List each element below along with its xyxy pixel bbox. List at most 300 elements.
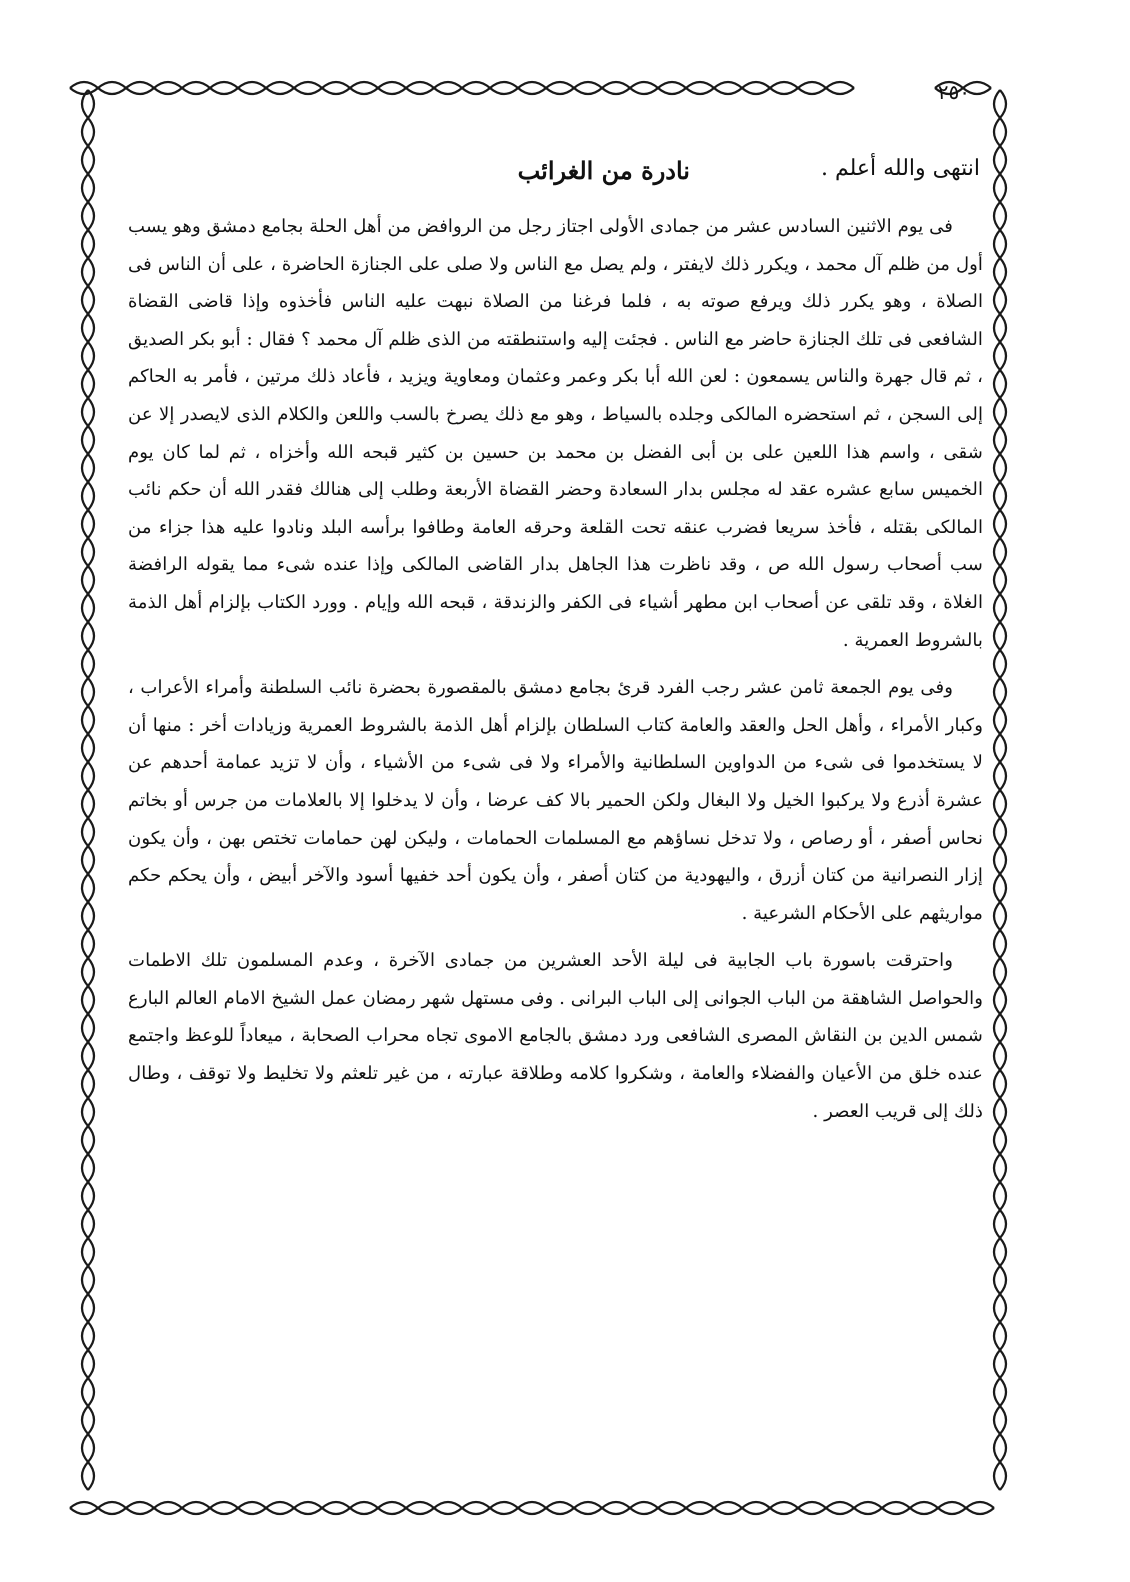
frame-link: [994, 566, 1000, 594]
frame-link: [238, 1502, 266, 1508]
frame-link: [826, 1502, 854, 1508]
frame-link: [518, 1502, 546, 1508]
frame-link: [994, 1182, 1000, 1210]
frame-link: [88, 1042, 94, 1070]
frame-link: [994, 986, 1000, 1014]
frame-link: [462, 82, 490, 88]
frame-link: [1000, 538, 1006, 566]
frame-link: [518, 1508, 546, 1514]
frame-link: [70, 1508, 98, 1514]
frame-link: [406, 1502, 434, 1508]
frame-link: [350, 82, 378, 88]
frame-link: [994, 594, 1000, 622]
frame-link: [182, 1508, 210, 1514]
frame-link: [88, 482, 94, 510]
frame-link: [1000, 650, 1006, 678]
frame-link: [378, 1502, 406, 1508]
frame-link: [82, 370, 88, 398]
frame-link: [490, 1508, 518, 1514]
frame-link: [798, 82, 826, 88]
paragraph-2: وفى يوم الجمعة ثامن عشر رجب الفرد قرئ بجامع دمشق بالمقصورة بحضرة نائب السلطنة وأمراء الأعراب ، وكبار الأمراء ، وأهل الحل والعقد والعامة كتاب السلطان بإلزام أهل الذمة بالشروط العمرية وزيادات أخر : منها أن لا يستخدموا فى شىء من الدواوين السلطانية والأمراء ولا فى شىء من الأشياء ، وأن لا تزيد عمامة أحدهم عن عشرة أذرع ولا يركبوا الخيل ولا البغال ولكن الحمير بالا كف عرضا ، وأن لا يدخلوا إلا بالعلامات من جرس أو بخاتم نحاس أصفر ، أو رصاص ، ولا تدخل نساؤهم مع المسلمات الحمامات ، وليكن لهن حمامات تختص بهن ، وأن يكون إزار النصرانية من كتان أزرق ، واليهودية من كتان أصفر ، وأن يكون أحد خفيها أسود والآخر أبيض ، وأن يحكم حكم مواريثهم على الأحكام الشرعية .: [128, 677, 983, 924]
frame-link: [1000, 230, 1006, 258]
frame-link: [602, 82, 630, 88]
frame-link: [714, 88, 742, 94]
frame-link: [686, 1502, 714, 1508]
frame-link: [378, 88, 406, 94]
frame-link: [1000, 846, 1006, 874]
frame-link: [82, 1014, 88, 1042]
frame-link: [1000, 594, 1006, 622]
frame-link: [88, 454, 94, 482]
frame-link: [686, 1508, 714, 1514]
frame-link: [434, 1508, 462, 1514]
paragraph-1: فى يوم الاثنين السادس عشر من جمادى الأولى اجتاز رجل من الروافض من أهل الحلة بجامع دمشق وهو يسب أول من ظلم آل محمد ، ويكرر ذلك لايفتر ، ولم يصل مع الناس ولا صلى على الجنازة الحاضرة ، على أن الناس فى الصلاة ، وهو يكرر ذلك ويرفع صوته به ، فلما فرغنا من الصلاة نبهت عليه الناس فأخذوه وإذا قاضى القضاة الشافعى فى تلك الجنازة حاضر مع الناس . فجئت إليه واستنطقته من الذى ظلم آل محمد ؟ فقال : أبو بكر الصديق ، ثم قال جهرة والناس يسمعون : لعن الله أبا بكر وعمر وعثمان ومعاوية ويزيد ، فأعاد ذلك مرتين ، فأمر به الحاكم إلى السجن ، ثم استحضره المالكى وجلده بالسياط ، وهو مع ذلك يصرخ بالسب واللعن والكلام الذى لايصدر إلا عن شقى ، واسم هذا اللعين على بن أبى الفضل بن محمد بن حسين بن كثير قبحه الله وأخزاه ، ثم لما كان يوم الخميس سابع عشره عقد له مجلس بدار السعادة وحضر القضاة الأربعة وطلب إلى هنالك فقدر الله أن حكم نائب المالكى بقتله ، فأخذ سريعا فضرب عنقه تحت القلعة وحرقه العامة وطافوا برأسه البلد ونادوا عليه هذا جزاء من سب أصحاب رسول الله ص ، وقد ناظرت هذا الجاهل بدار القاضى المالكى وإذا عنده شىء مما يقوله الرافضة الغلاة ، وقد تلقى عن أصحاب ابن مطهر أشياء فى الكفر والزندقة ، قبحه الله وإيام . وورد الكتاب بإلزام أهل الذمة بالشروط العمرية .: [128, 216, 983, 651]
frame-link: [1000, 986, 1006, 1014]
frame-link: [82, 482, 88, 510]
frame-link: [630, 88, 658, 94]
frame-link: [82, 1154, 88, 1182]
frame-link: [350, 1502, 378, 1508]
frame-link: [82, 538, 88, 566]
frame-link: [994, 1154, 1000, 1182]
frame-link: [994, 146, 1000, 174]
frame-link: [88, 1266, 94, 1294]
frame-link: [1000, 1070, 1006, 1098]
frame-link: [1000, 1098, 1006, 1126]
frame-link: [434, 82, 462, 88]
frame-link: [546, 1502, 574, 1508]
frame-link: [546, 88, 574, 94]
frame-link: [82, 1462, 88, 1490]
frame-link: [88, 1322, 94, 1350]
frame-link: [88, 426, 94, 454]
frame-link: [98, 82, 126, 88]
frame-link: [182, 88, 210, 94]
frame-link: [82, 566, 88, 594]
frame-link: [82, 1042, 88, 1070]
frame-link: [322, 88, 350, 94]
frame-link: [686, 88, 714, 94]
frame-link: [714, 1502, 742, 1508]
frame-link: [406, 1508, 434, 1514]
frame-link: [1000, 1014, 1006, 1042]
frame-link: [630, 82, 658, 88]
frame-link: [1000, 678, 1006, 706]
frame-link: [82, 1126, 88, 1154]
frame-link: [994, 678, 1000, 706]
frame-link: [994, 762, 1000, 790]
frame-link: [910, 1502, 938, 1508]
frame-link: [82, 1266, 88, 1294]
frame-link: [82, 1070, 88, 1098]
frame-link: [994, 706, 1000, 734]
frame-link: [1000, 398, 1006, 426]
frame-link: [1000, 202, 1006, 230]
frame-link: [602, 1502, 630, 1508]
frame-link: [994, 398, 1000, 426]
frame-link: [88, 1014, 94, 1042]
frame-link: [490, 88, 518, 94]
frame-link: [994, 1434, 1000, 1462]
frame-link: [88, 1378, 94, 1406]
frame-bottom-border: [70, 1502, 994, 1514]
frame-link: [770, 1508, 798, 1514]
frame-link: [350, 1508, 378, 1514]
frame-link: [88, 1070, 94, 1098]
frame-link: [88, 594, 94, 622]
frame-link: [1000, 426, 1006, 454]
frame-link: [742, 1502, 770, 1508]
frame-link: [88, 818, 94, 846]
frame-link: [994, 174, 1000, 202]
frame-link: [938, 1502, 966, 1508]
closing-phrase: انتهى والله أعلم .: [820, 156, 980, 181]
frame-link: [798, 1508, 826, 1514]
frame-right-border: [994, 90, 1006, 1490]
frame-link: [210, 1502, 238, 1508]
frame-link: [994, 1350, 1000, 1378]
frame-link: [1000, 930, 1006, 958]
frame-link: [294, 88, 322, 94]
frame-link: [88, 958, 94, 986]
frame-link: [994, 482, 1000, 510]
frame-link: [518, 82, 546, 88]
frame-link: [994, 1098, 1000, 1126]
frame-link: [602, 88, 630, 94]
frame-link: [714, 1508, 742, 1514]
frame-link: [88, 650, 94, 678]
frame-link: [88, 1406, 94, 1434]
frame-link: [994, 202, 1000, 230]
frame-link: [88, 846, 94, 874]
frame-link: [994, 510, 1000, 538]
frame-link: [88, 258, 94, 286]
frame-link: [602, 1508, 630, 1514]
frame-link: [82, 678, 88, 706]
frame-link: [994, 90, 1000, 118]
frame-link: [1000, 1350, 1006, 1378]
frame-link: [98, 88, 126, 94]
frame-link: [154, 1508, 182, 1514]
frame-link: [88, 1210, 94, 1238]
frame-link: [742, 1508, 770, 1514]
frame-link: [742, 88, 770, 94]
frame-link: [882, 1502, 910, 1508]
frame-link: [88, 1154, 94, 1182]
frame-link: [126, 1502, 154, 1508]
frame-link: [88, 566, 94, 594]
frame-link: [210, 1508, 238, 1514]
frame-link: [1000, 1378, 1006, 1406]
frame-link: [82, 1098, 88, 1126]
frame-link: [82, 902, 88, 930]
frame-link: [574, 1502, 602, 1508]
frame-link: [322, 1508, 350, 1514]
frame-link: [88, 230, 94, 258]
frame-link: [1000, 790, 1006, 818]
frame-link: [406, 82, 434, 88]
frame-link: [994, 286, 1000, 314]
frame-link: [770, 88, 798, 94]
frame-link: [88, 342, 94, 370]
frame-link: [98, 1502, 126, 1508]
frame-link: [1000, 566, 1006, 594]
frame-link: [994, 846, 1000, 874]
page-number: ٢٥٠: [937, 80, 970, 104]
frame-link: [658, 1508, 686, 1514]
frame-link: [82, 594, 88, 622]
frame-left-border: [82, 90, 94, 1490]
frame-link: [82, 174, 88, 202]
frame-link: [88, 202, 94, 230]
frame-link: [88, 1238, 94, 1266]
frame-link: [82, 118, 88, 146]
frame-link: [994, 622, 1000, 650]
frame-link: [462, 1502, 490, 1508]
frame-link: [82, 146, 88, 174]
frame-link: [88, 314, 94, 342]
frame-link: [742, 82, 770, 88]
frame-link: [546, 82, 574, 88]
paragraph-3: واحترقت باسورة باب الجابية فى ليلة الأحد العشرين من جمادى الآخرة ، وعدم المسلمون تلك الاطمات والحواصل الشاهقة من الباب الجوانى إلى الباب البرانى . وفى مستهل شهر رمضان عمل الشيخ الامام العالم البارع شمس الدين بن النقاش المصرى الشافعى ورد دمشق بالجامع الاموى تجاه محراب الصحابة ، ميعاداً للوعظ واجتمع عنده خلق من الأعيان والفضلاء والعامة ، وشكروا كلامه وطلاقة عبارته ، من غير تلعثم ولا تخليط ولا توقف ، وطال ذلك إلى قريب العصر .: [128, 950, 983, 1122]
frame-link: [1000, 1406, 1006, 1434]
frame-link: [434, 88, 462, 94]
frame-link: [82, 650, 88, 678]
frame-link: [238, 82, 266, 88]
frame-link: [88, 790, 94, 818]
frame-link: [154, 88, 182, 94]
frame-link: [1000, 258, 1006, 286]
frame-link: [994, 370, 1000, 398]
frame-link: [322, 1502, 350, 1508]
frame-link: [994, 818, 1000, 846]
frame-link: [994, 874, 1000, 902]
frame-link: [910, 1508, 938, 1514]
frame-link: [994, 1462, 1000, 1490]
frame-link: [574, 88, 602, 94]
frame-link: [518, 88, 546, 94]
frame-link: [182, 82, 210, 88]
frame-link: [82, 734, 88, 762]
frame-link: [266, 82, 294, 88]
frame-link: [490, 82, 518, 88]
frame-link: [1000, 762, 1006, 790]
frame-link: [1000, 1210, 1006, 1238]
frame-link: [82, 230, 88, 258]
frame-link: [82, 286, 88, 314]
frame-link: [88, 1294, 94, 1322]
frame-link: [182, 1502, 210, 1508]
frame-link: [994, 1378, 1000, 1406]
frame-link: [82, 1182, 88, 1210]
frame-link: [82, 1406, 88, 1434]
frame-link: [798, 88, 826, 94]
frame-link: [994, 538, 1000, 566]
frame-link: [82, 622, 88, 650]
frame-link: [826, 1508, 854, 1514]
frame-link: [1000, 706, 1006, 734]
frame-link: [82, 314, 88, 342]
frame-link: [994, 1126, 1000, 1154]
frame-link: [994, 118, 1000, 146]
frame-link: [82, 706, 88, 734]
frame-link: [88, 902, 94, 930]
frame-link: [126, 88, 154, 94]
frame-link: [854, 1502, 882, 1508]
frame-link: [154, 1502, 182, 1508]
frame-link: [88, 370, 94, 398]
frame-link: [70, 1502, 98, 1508]
frame-link: [350, 88, 378, 94]
frame-link: [82, 1294, 88, 1322]
frame-link: [88, 734, 94, 762]
frame-link: [88, 286, 94, 314]
frame-link: [88, 678, 94, 706]
frame-link: [1000, 1294, 1006, 1322]
frame-link: [82, 874, 88, 902]
frame-link: [82, 1238, 88, 1266]
frame-link: [266, 1502, 294, 1508]
frame-link: [1000, 734, 1006, 762]
frame-link: [1000, 1182, 1006, 1210]
frame-link: [1000, 958, 1006, 986]
frame-link: [686, 82, 714, 88]
frame-link: [490, 1502, 518, 1508]
frame-link: [770, 82, 798, 88]
frame-link: [88, 398, 94, 426]
frame-link: [1000, 1266, 1006, 1294]
frame-link: [70, 82, 98, 88]
frame-link: [994, 314, 1000, 342]
frame-link: [322, 82, 350, 88]
frame-link: [546, 1508, 574, 1514]
frame-link: [574, 82, 602, 88]
frame-link: [994, 1294, 1000, 1322]
frame-link: [1000, 1322, 1006, 1350]
frame-link: [882, 1508, 910, 1514]
frame-link: [994, 1238, 1000, 1266]
frame-link: [1000, 622, 1006, 650]
frame-link: [1000, 370, 1006, 398]
frame-link: [1000, 314, 1006, 342]
frame-link: [210, 88, 238, 94]
frame-link: [1000, 1462, 1006, 1490]
frame-link: [1000, 90, 1006, 118]
frame-link: [294, 82, 322, 88]
frame-link: [126, 1508, 154, 1514]
frame-link: [210, 82, 238, 88]
frame-link: [658, 88, 686, 94]
frame-link: [82, 342, 88, 370]
frame-link: [82, 258, 88, 286]
frame-link: [1000, 342, 1006, 370]
frame-link: [994, 958, 1000, 986]
frame-link: [994, 734, 1000, 762]
frame-link: [378, 82, 406, 88]
frame-link: [1000, 818, 1006, 846]
frame-link: [994, 258, 1000, 286]
frame-link: [82, 1434, 88, 1462]
frame-link: [88, 706, 94, 734]
frame-link: [1000, 1154, 1006, 1182]
frame-link: [462, 1508, 490, 1514]
frame-link: [994, 930, 1000, 958]
frame-link: [658, 1502, 686, 1508]
frame-link: [82, 762, 88, 790]
frame-link: [294, 1508, 322, 1514]
frame-link: [630, 1502, 658, 1508]
frame-link: [826, 82, 854, 88]
frame-link: [994, 1266, 1000, 1294]
frame-link: [1000, 118, 1006, 146]
frame-link: [1000, 174, 1006, 202]
frame-link: [1000, 510, 1006, 538]
frame-link: [82, 202, 88, 230]
frame-link: [1000, 1238, 1006, 1266]
frame-link: [994, 1042, 1000, 1070]
frame-link: [88, 986, 94, 1014]
frame-link: [994, 230, 1000, 258]
frame-link: [88, 1126, 94, 1154]
frame-link: [82, 958, 88, 986]
frame-link: [714, 82, 742, 88]
frame-link: [88, 1350, 94, 1378]
frame-link: [994, 454, 1000, 482]
frame-link: [994, 790, 1000, 818]
frame-link: [82, 426, 88, 454]
frame-link: [238, 88, 266, 94]
frame-link: [82, 790, 88, 818]
frame-link: [82, 510, 88, 538]
frame-link: [994, 1406, 1000, 1434]
frame-link: [88, 762, 94, 790]
frame-link: [1000, 146, 1006, 174]
frame-link: [98, 1508, 126, 1514]
frame-link: [88, 1462, 94, 1490]
frame-link: [406, 88, 434, 94]
frame-link: [82, 846, 88, 874]
section-title: نادرة من الغرائب: [517, 156, 690, 185]
frame-link: [1000, 1042, 1006, 1070]
frame-link: [82, 398, 88, 426]
frame-link: [82, 454, 88, 482]
frame-link: [826, 88, 854, 94]
frame-link: [88, 174, 94, 202]
frame-link: [88, 1182, 94, 1210]
frame-link: [630, 1508, 658, 1514]
frame-link: [88, 930, 94, 958]
frame-link: [126, 82, 154, 88]
frame-link: [994, 902, 1000, 930]
frame-link: [938, 1508, 966, 1514]
page-header: [130, 156, 980, 196]
frame-link: [88, 538, 94, 566]
frame-link: [434, 1502, 462, 1508]
frame-link: [770, 1502, 798, 1508]
frame-link: [378, 1508, 406, 1514]
frame-link: [88, 1434, 94, 1462]
frame-link: [266, 88, 294, 94]
frame-link: [798, 1502, 826, 1508]
frame-link: [82, 818, 88, 846]
frame-link: [238, 1508, 266, 1514]
frame-link: [1000, 454, 1006, 482]
frame-link: [994, 342, 1000, 370]
frame-link: [462, 88, 490, 94]
frame-link: [994, 426, 1000, 454]
frame-link: [88, 622, 94, 650]
frame-link: [82, 930, 88, 958]
